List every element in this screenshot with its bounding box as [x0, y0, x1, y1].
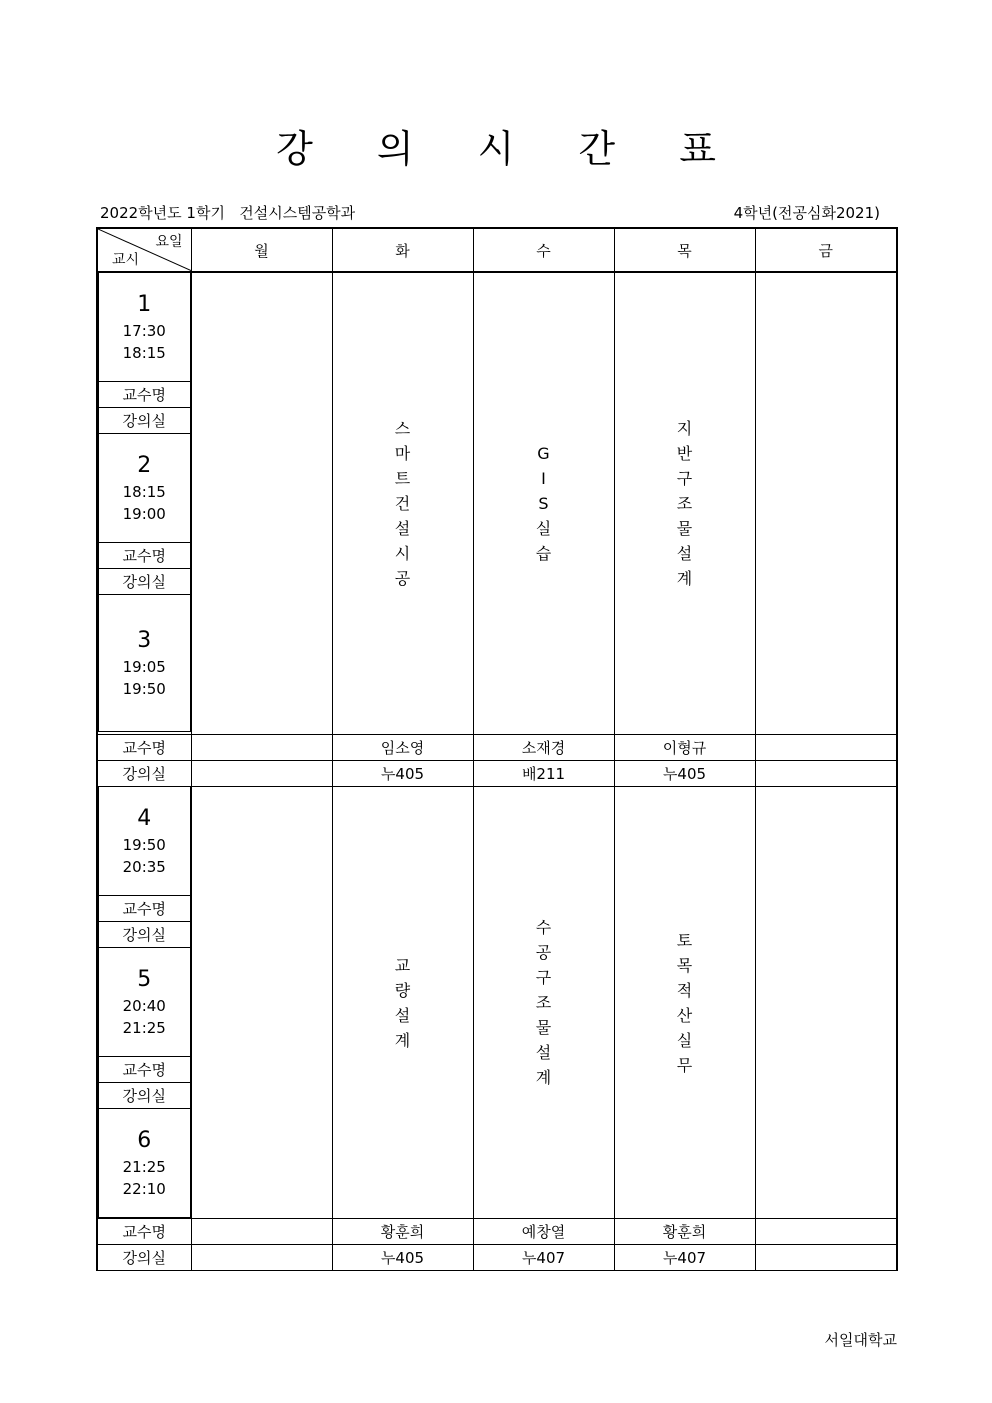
period-5-room-label: 강의실 — [99, 1083, 191, 1109]
course-title-char: 계 — [535, 1068, 552, 1087]
course-cell — [191, 787, 332, 1219]
course-title-char: 시 — [394, 544, 411, 563]
period-2-professor-label: 교수명 — [99, 543, 191, 569]
room-thu: 누407 — [614, 1245, 755, 1271]
day-header-tue: 화 — [332, 228, 473, 272]
professor-tue: 황훈희 — [332, 1219, 473, 1245]
professor-tue: 임소영 — [332, 735, 473, 761]
corner-cell — [97, 228, 191, 272]
timetable — [96, 227, 898, 1271]
course-title-char: G — [537, 444, 550, 463]
university-name: 서일대학교 — [824, 1331, 897, 1349]
course-title-char: 적 — [676, 980, 693, 1000]
course-title-char: S — [538, 494, 549, 513]
periods-column-2 — [97, 787, 191, 1219]
day-header-wed: 수 — [473, 228, 614, 272]
page-title: 강 의 시 간 표 — [276, 127, 742, 171]
professor-fri — [755, 1219, 897, 1245]
course-title-char: 습 — [535, 544, 552, 563]
professor-wed: 예창열 — [473, 1219, 614, 1245]
day-header-thu: 목 — [614, 228, 755, 272]
course-title-char: 목 — [676, 955, 693, 975]
period-4-professor-label: 교수명 — [99, 896, 191, 922]
course-title-char: 물 — [676, 519, 693, 538]
course-title-char: 교 — [394, 955, 411, 975]
professor-thu: 이형규 — [614, 735, 755, 761]
course-title-char: 조 — [535, 993, 552, 1012]
period-2-room-label: 강의실 — [99, 569, 191, 595]
day-header-fri: 금 — [755, 228, 897, 272]
course-title-char: 설 — [676, 544, 693, 563]
period-5-professor-label: 교수명 — [99, 1057, 191, 1083]
room-wed: 배211 — [473, 761, 614, 787]
course-title-char: 공 — [394, 569, 411, 588]
course-title-char: 무 — [676, 1055, 693, 1075]
course-cell — [332, 787, 473, 1219]
course-title — [395, 416, 410, 591]
block-2-row — [97, 787, 897, 1219]
period-5: 5 20:40 21:25 — [99, 948, 191, 1057]
course-title — [536, 915, 551, 1090]
semester-department: 2022학년도 1학기 건설시스템공학과 — [100, 204, 356, 222]
course-title-char: 스 — [394, 419, 411, 438]
block-1-row — [97, 272, 897, 735]
period-6: 6 21:25 22:10 — [99, 1109, 191, 1218]
grade-program: 4학년(전공심화2021) — [733, 204, 880, 222]
course-title — [395, 953, 410, 1053]
course-cell — [755, 787, 897, 1219]
course-cell — [473, 272, 614, 735]
course-title — [677, 928, 692, 1078]
course-title-char: 량 — [394, 980, 411, 1000]
course-title-char: 계 — [676, 569, 693, 588]
room-mon — [191, 1245, 332, 1271]
professor-label: 교수명 — [97, 735, 191, 761]
course-title-char: 구 — [535, 968, 552, 987]
course-cell — [332, 272, 473, 735]
course-cell — [614, 272, 755, 735]
periods-column-1 — [97, 272, 191, 735]
course-title-char: 마 — [394, 444, 411, 463]
period-1-professor-label: 교수명 — [99, 382, 191, 408]
period-1-room-label: 강의실 — [99, 408, 191, 434]
room-fri — [755, 1245, 897, 1271]
room-label: 강의실 — [97, 761, 191, 787]
professor-mon — [191, 735, 332, 761]
room-fri — [755, 761, 897, 787]
course-title-char: 조 — [676, 494, 693, 513]
period-4-room-label: 강의실 — [99, 922, 191, 948]
room-wed: 누407 — [473, 1245, 614, 1271]
period-4: 4 19:50 20:35 — [99, 787, 191, 896]
professor-fri — [755, 735, 897, 761]
course-cell — [473, 787, 614, 1219]
professor-row-2 — [97, 1219, 897, 1245]
day-axis-label: 요일 — [155, 234, 183, 250]
course-title-char: 실 — [676, 1030, 693, 1050]
room-label: 강의실 — [97, 1245, 191, 1271]
course-title-char: 설 — [535, 1043, 552, 1062]
course-title-char: 건 — [394, 494, 411, 513]
course-title-char: 공 — [535, 943, 552, 962]
professor-wed: 소재경 — [473, 735, 614, 761]
day-header-mon: 월 — [191, 228, 332, 272]
header-row — [97, 228, 897, 272]
professor-label: 교수명 — [97, 1219, 191, 1245]
course-title-char: 수 — [535, 918, 552, 937]
period-3: 3 19:05 19:50 — [99, 595, 191, 732]
room-row-1 — [97, 761, 897, 787]
period-axis-label: 교시 — [112, 252, 140, 268]
room-thu: 누405 — [614, 761, 755, 787]
course-title-char: 구 — [676, 469, 693, 488]
course-title-char: 산 — [676, 1005, 693, 1025]
course-title-char: 지 — [676, 419, 693, 438]
professor-row-1 — [97, 735, 897, 761]
course-title-char: 실 — [535, 519, 552, 538]
room-row-2 — [97, 1245, 897, 1271]
course-title-char: 물 — [535, 1018, 552, 1037]
course-title-char: 설 — [394, 519, 411, 538]
period-1: 1 17:30 18:15 — [99, 273, 191, 382]
course-title-char: 설 — [394, 1005, 411, 1025]
room-tue: 누405 — [332, 761, 473, 787]
course-cell — [614, 787, 755, 1219]
professor-thu: 황훈희 — [614, 1219, 755, 1245]
course-cell — [191, 272, 332, 735]
course-title-char: 반 — [676, 444, 693, 463]
course-title — [677, 416, 692, 591]
course-title-char: 계 — [394, 1030, 411, 1050]
course-title-char: 토 — [676, 930, 693, 950]
course-title-char: 트 — [394, 469, 411, 488]
room-mon — [191, 761, 332, 787]
professor-mon — [191, 1219, 332, 1245]
room-tue: 누405 — [332, 1245, 473, 1271]
course-title — [536, 441, 551, 566]
course-cell — [755, 272, 897, 735]
period-2: 2 18:15 19:00 — [99, 434, 191, 543]
course-title-char: I — [541, 469, 546, 488]
